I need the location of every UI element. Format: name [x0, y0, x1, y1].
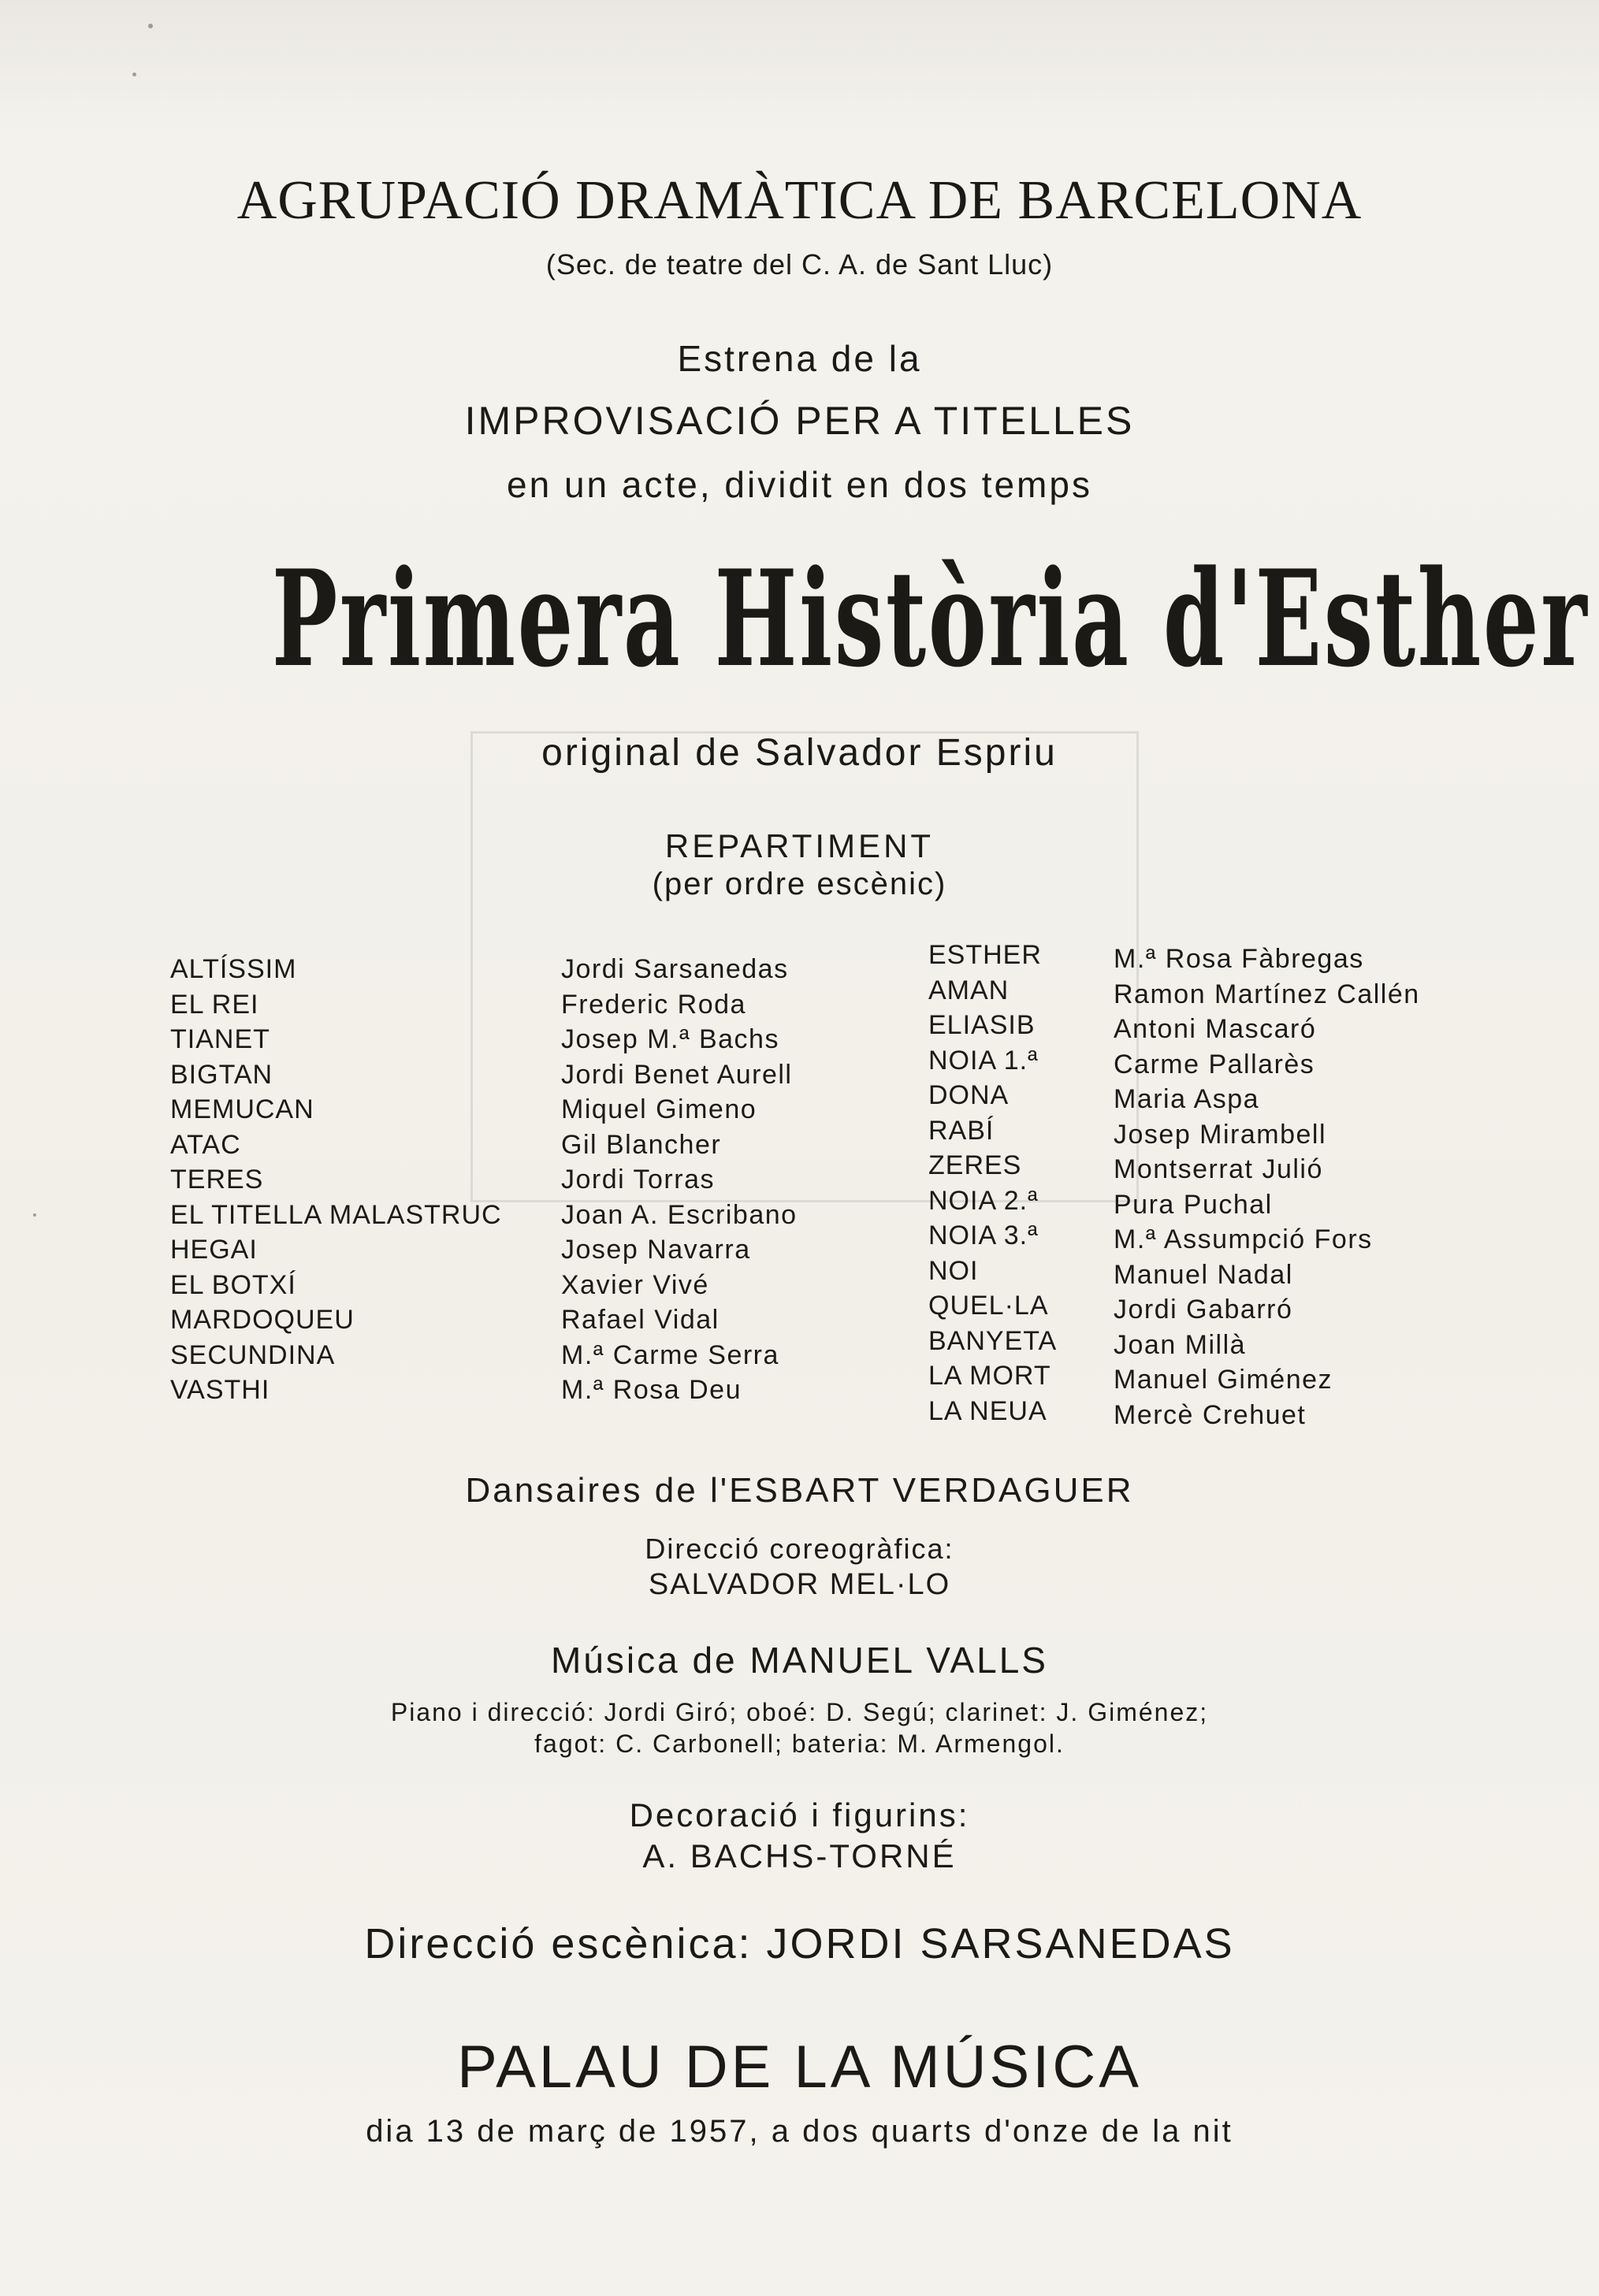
- performance-date: dia 13 de març de 1957, a dos quarts d'onze de la nit: [366, 2114, 1233, 2149]
- cast-role: RABÍ: [928, 1115, 995, 1146]
- cast-role: HEGAI: [170, 1235, 258, 1265]
- cast-actor: Joan Millà: [1114, 1329, 1247, 1360]
- cast-actor: Jordi Sarsanedas: [561, 954, 789, 984]
- choreography-label: Direcció coreogràfica:: [645, 1533, 954, 1565]
- author-line: original de Salvador Espriu: [541, 732, 1058, 774]
- cast-actor: Miquel Gimeno: [561, 1094, 757, 1124]
- cast-role: ESTHER: [928, 940, 1042, 970]
- cast-actor: Manuel Nadal: [1114, 1259, 1293, 1290]
- cast-actor: Carme Pallarès: [1114, 1049, 1315, 1079]
- cast-role: NOIA 1.ª: [928, 1045, 1039, 1076]
- cast-subheading: (per ordre escènic): [652, 867, 947, 901]
- cast-actor: Joan A. Escribano: [561, 1199, 798, 1230]
- cast-actor: Maria Aspa: [1114, 1084, 1260, 1114]
- organization-title: AGRUPACIÓ DRAMÀTICA DE BARCELONA: [236, 170, 1363, 231]
- paper-speck: [132, 72, 136, 76]
- decor-name: A. BACHS-TORNÉ: [642, 1837, 957, 1874]
- cast-role: ATAC: [170, 1129, 241, 1160]
- cast-role: ZERES: [928, 1150, 1022, 1180]
- venue-name: PALAU DE LA MÚSICA: [457, 2034, 1142, 2101]
- cast-actor: Mercè Crehuet: [1114, 1399, 1307, 1430]
- paper-speck: [148, 24, 153, 28]
- cast-role: NOIA 3.ª: [928, 1220, 1039, 1250]
- cast-actor: Josep Mirambell: [1114, 1119, 1327, 1150]
- cast-actor: Rafael Vidal: [561, 1305, 720, 1335]
- cast-role: NOIA 2.ª: [928, 1185, 1039, 1216]
- cast-actor: Josep Navarra: [561, 1235, 751, 1265]
- cast-role: BIGTAN: [170, 1059, 273, 1090]
- dancers-credit: Dansaires de l'ESBART VERDAGUER: [465, 1471, 1134, 1510]
- cast-actor: M.ª Rosa Deu: [561, 1375, 742, 1405]
- cast-role: ELIASIB: [928, 1010, 1036, 1040]
- premiere-line-3: en un acte, dividit en dos temps: [507, 464, 1092, 505]
- cast-role: NOI: [928, 1255, 979, 1286]
- cast-role: SECUNDINA: [170, 1339, 336, 1370]
- cast-actor: Jordi Torras: [561, 1165, 715, 1194]
- cast-actors-right: [1114, 942, 1420, 1432]
- cast-role: LA NEUA: [928, 1395, 1047, 1426]
- cast-roles-right: [928, 938, 1057, 1428]
- premiere-line-2: IMPROVISACIÓ PER A TITELLES: [464, 399, 1135, 443]
- cast-actors-left: [561, 952, 798, 1408]
- cast-role: ALTÍSSIM: [170, 954, 297, 984]
- cast-role: QUEL·LA: [928, 1291, 1049, 1321]
- cast-actor: M.ª Assumpció Fors: [1114, 1224, 1373, 1254]
- play-title: Primera Història d'Esther: [271, 541, 1590, 697]
- cast-actor: Josep M.ª Bachs: [561, 1024, 779, 1054]
- cast-actor: Pura Puchal: [1114, 1189, 1273, 1220]
- cast-heading: REPARTIMENT: [664, 827, 935, 864]
- cast-role: AMAN: [928, 975, 1010, 1005]
- cast-actor: Xavier Vivé: [561, 1269, 709, 1300]
- paper-fold-shadow: [0, 0, 1599, 142]
- cast-actor: Montserrat Julió: [1114, 1154, 1323, 1184]
- cast-actor: M.ª Rosa Fàbregas: [1114, 944, 1364, 974]
- organization-subtitle: (Sec. de teatre del C. A. de Sant Lluc): [545, 248, 1054, 280]
- music-credit: Música de MANUEL VALLS: [550, 1640, 1048, 1681]
- cast-role: TERES: [170, 1165, 264, 1194]
- cast-role: TIANET: [170, 1024, 270, 1054]
- choreography-name: SALVADOR MEL·LO: [648, 1568, 951, 1601]
- cast-roles-left: [170, 952, 502, 1408]
- cast-actor: Antoni Mascaró: [1114, 1014, 1317, 1044]
- cast-role: VASTHI: [170, 1375, 270, 1405]
- cast-role: LA MORT: [928, 1361, 1051, 1391]
- premiere-line-1: Estrena de la: [677, 338, 922, 379]
- decor-label: Decoració i figurins:: [629, 1796, 970, 1833]
- cast-role: MARDOQUEU: [170, 1305, 355, 1335]
- cast-actor: Jordi Gabarró: [1114, 1295, 1293, 1324]
- paper-speck: [33, 1213, 36, 1217]
- cast-actor: Jordi Benet Aurell: [561, 1059, 793, 1090]
- cast-actor: Manuel Giménez: [1114, 1365, 1333, 1395]
- cast-role: EL REI: [170, 989, 259, 1020]
- cast-role: BANYETA: [928, 1325, 1058, 1356]
- cast-actor: M.ª Carme Serra: [561, 1339, 779, 1370]
- musicians-line-1: Piano i direcció: Jordi Giró; oboé: D. Segú; clarinet: J. Giménez;: [390, 1698, 1209, 1726]
- cast-actor: Gil Blancher: [561, 1129, 722, 1160]
- stage-direction-credit: Direcció escènica: JORDI SARSANEDAS: [364, 1920, 1235, 1967]
- cast-role: EL BOTXÍ: [170, 1269, 296, 1300]
- cast-role: EL TITELLA MALASTRUC: [170, 1199, 502, 1230]
- cast-actor: Ramon Martínez Callén: [1114, 979, 1420, 1009]
- cast-role: DONA: [928, 1080, 1010, 1110]
- cast-actor: Frederic Roda: [561, 989, 746, 1020]
- musicians-line-2: fagot: C. Carbonell; bateria: M. Armengol.: [534, 1729, 1065, 1758]
- cast-role: MEMUCAN: [170, 1094, 314, 1124]
